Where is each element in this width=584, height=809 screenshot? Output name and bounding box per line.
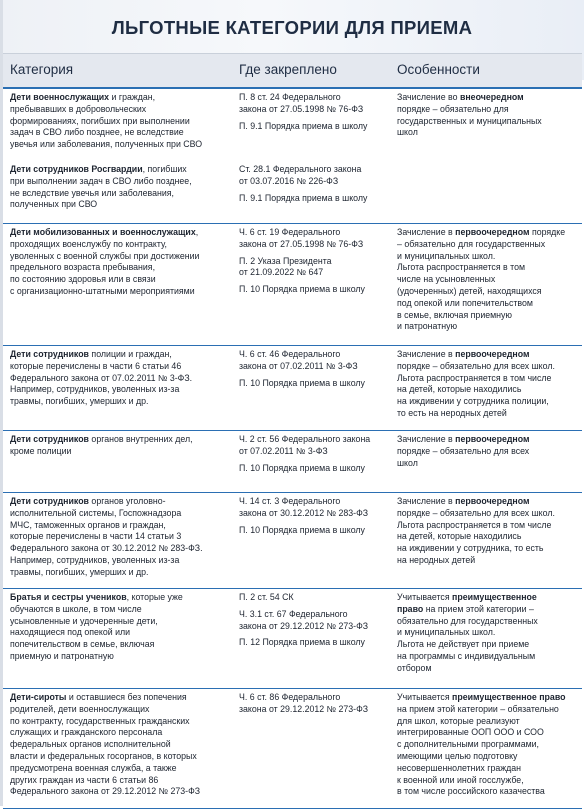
text-line bbox=[397, 531, 579, 543]
text-line bbox=[397, 543, 579, 555]
category-text: Например, сотрудников, уволенных из-за bbox=[10, 384, 180, 395]
text-line bbox=[10, 164, 232, 176]
category-cell bbox=[10, 164, 232, 211]
category-name: Дети сотрудников bbox=[10, 349, 89, 359]
features-text: для школ, которые реализуют bbox=[397, 715, 520, 726]
law-line: Ч. 3.1 ст. 67 Федерального bbox=[239, 608, 348, 619]
law-reference bbox=[239, 609, 394, 633]
text-line bbox=[397, 396, 579, 408]
table-row bbox=[3, 492, 582, 589]
text-line bbox=[10, 786, 232, 798]
features-text: государственных и муниципальных bbox=[397, 115, 542, 126]
table-row bbox=[3, 223, 582, 346]
text-line bbox=[397, 727, 579, 739]
category-text: и оставшиеся без попечения bbox=[66, 692, 187, 702]
text-line bbox=[397, 116, 579, 128]
category-text: уволенных с военной службы при достижении bbox=[10, 250, 200, 261]
category-text: обучаются в школе, в том числе bbox=[10, 603, 142, 614]
table-row bbox=[3, 588, 582, 689]
category-text: по контракту, государственных гражданских bbox=[10, 715, 190, 726]
features-text: на иждивении у сотрудника полиции, bbox=[397, 396, 549, 407]
text-line bbox=[10, 496, 232, 508]
table-header bbox=[3, 53, 582, 89]
category-text: задач в СВО либо позднее, не вследствие bbox=[10, 127, 184, 138]
law-reference bbox=[239, 637, 394, 649]
text-line bbox=[397, 739, 579, 751]
features-text: порядке bbox=[529, 227, 566, 237]
law-reference bbox=[239, 256, 394, 280]
text-line bbox=[10, 639, 232, 651]
category-text: не вследствие увечья или заболевания, bbox=[10, 187, 174, 198]
law-reference bbox=[239, 227, 394, 251]
text-line bbox=[10, 361, 232, 373]
law-line: П. 12 Порядка приема в школу bbox=[239, 637, 365, 648]
features-text: под опекой или попечительством bbox=[397, 297, 533, 308]
features-text: то есть на неродных детей bbox=[397, 407, 507, 418]
features-text: порядке – обязательно для всех школ. bbox=[397, 507, 555, 518]
law-line: П. 2 Указа Президента bbox=[239, 255, 332, 266]
page-title: ЛЬГОТНЫЕ КАТЕГОРИИ ДЛЯ ПРИЕМА bbox=[111, 17, 473, 38]
text-line bbox=[397, 458, 579, 470]
text-line bbox=[10, 373, 232, 385]
features-text: с дополнительными программами, bbox=[397, 739, 540, 750]
text-line bbox=[397, 408, 579, 420]
features-text: в том числе российского казачества bbox=[397, 786, 545, 797]
features-cell bbox=[397, 92, 579, 139]
text-line bbox=[397, 651, 579, 663]
text-line bbox=[10, 251, 232, 263]
text-line bbox=[397, 227, 579, 239]
category-cell bbox=[10, 496, 232, 579]
category-text: с организационно-штатными мероприятиями bbox=[10, 285, 195, 296]
text-line bbox=[397, 239, 579, 251]
features-cell bbox=[397, 434, 579, 469]
text-line bbox=[397, 384, 579, 396]
text-line bbox=[397, 286, 579, 298]
law-line: Ч. 6 ст. 86 Федерального bbox=[239, 692, 341, 702]
features-cell bbox=[397, 496, 579, 567]
features-text: и муниципальных школ. bbox=[397, 250, 496, 261]
features-text: Льгота распространяется в том числе bbox=[397, 372, 552, 383]
category-text: , bbox=[195, 227, 199, 237]
column-header-features: Особенности bbox=[397, 62, 480, 77]
text-line bbox=[10, 227, 232, 239]
text-line bbox=[10, 751, 232, 763]
features-text: Зачисление в bbox=[397, 227, 456, 237]
law-cell bbox=[239, 692, 394, 721]
text-line bbox=[10, 127, 232, 139]
features-text: школ bbox=[397, 457, 418, 468]
features-text: обязательно для государственных bbox=[397, 615, 538, 626]
text-line bbox=[397, 310, 579, 322]
text-line bbox=[10, 274, 232, 286]
emphasis-phrase: право bbox=[397, 603, 424, 614]
features-text: несовершеннолетних граждан bbox=[397, 762, 522, 773]
features-text: на детей, которые находились bbox=[397, 531, 522, 542]
text-line bbox=[397, 763, 579, 775]
features-text: отбором bbox=[397, 662, 432, 673]
text-line bbox=[10, 616, 232, 628]
law-line: П. 10 Порядка приема в школу bbox=[239, 524, 365, 535]
law-reference bbox=[239, 193, 394, 205]
features-text: к военной или иной госслужбе, bbox=[397, 774, 524, 785]
emphasis-phrase: преимущественное право bbox=[452, 692, 566, 702]
features-text: Льгота распространяется в том числе bbox=[397, 519, 552, 530]
law-line: Ч. 2 ст. 56 Федерального закона bbox=[239, 434, 371, 444]
features-text: (удочеренных) детей, находящихся bbox=[397, 285, 542, 296]
text-line bbox=[10, 116, 232, 128]
table-row bbox=[3, 88, 582, 160]
text-line bbox=[10, 199, 232, 211]
features-text: на детей, которые находились bbox=[397, 384, 522, 395]
text-line bbox=[397, 751, 579, 763]
category-cell bbox=[10, 592, 232, 663]
category-text: и граждан, bbox=[109, 92, 156, 102]
text-line bbox=[10, 727, 232, 739]
text-line bbox=[397, 262, 579, 274]
law-line: Ч. 14 ст. 3 Федерального bbox=[239, 496, 341, 506]
text-line bbox=[397, 555, 579, 567]
category-text: , которые уже bbox=[126, 592, 183, 602]
text-line bbox=[397, 274, 579, 286]
features-text: на прием этой категории – обязательно bbox=[397, 703, 559, 714]
category-text: Федерального закона от 07.02.2011 № 3-ФЗ. bbox=[10, 372, 193, 383]
text-line bbox=[10, 704, 232, 716]
law-reference bbox=[239, 121, 394, 133]
text-line bbox=[10, 604, 232, 616]
law-line: П. 2 ст. 54 СК bbox=[239, 592, 294, 602]
law-reference bbox=[239, 525, 394, 537]
category-name: Дети сотрудников bbox=[10, 434, 89, 444]
text-line bbox=[10, 396, 232, 408]
emphasis-phrase: первоочередном bbox=[455, 227, 530, 237]
law-line: закона от 07.02.2011 № 3-ФЗ bbox=[239, 360, 358, 371]
category-name: Братья и сестры учеников bbox=[10, 592, 127, 602]
text-line bbox=[397, 434, 579, 446]
text-line bbox=[10, 775, 232, 787]
law-reference bbox=[239, 463, 394, 475]
category-text: которые перечислены в части 14 статьи 3 bbox=[10, 531, 182, 542]
text-line bbox=[10, 446, 232, 458]
category-text: проходящих военслужбу по контракту, bbox=[10, 238, 167, 249]
text-line bbox=[10, 286, 232, 298]
law-line: от 03.07.2016 № 226-ФЗ bbox=[239, 175, 339, 186]
text-line bbox=[397, 604, 579, 616]
text-line bbox=[10, 692, 232, 704]
text-line bbox=[397, 663, 579, 675]
text-line bbox=[397, 361, 579, 373]
law-line: от 21.09.2022 № 647 bbox=[239, 267, 324, 278]
features-cell bbox=[397, 349, 579, 420]
category-name: Дети мобилизованных и военнослужащих bbox=[10, 227, 196, 237]
category-text: находящиеся под опекой или bbox=[10, 627, 131, 638]
law-cell bbox=[239, 227, 394, 301]
table-row bbox=[3, 160, 582, 224]
features-text: Зачисление в bbox=[397, 349, 456, 359]
features-cell bbox=[397, 227, 579, 333]
law-reference bbox=[239, 349, 394, 373]
features-cell bbox=[397, 592, 579, 675]
text-line bbox=[10, 92, 232, 104]
table-row bbox=[3, 688, 582, 809]
category-text: кроме полиции bbox=[10, 445, 72, 456]
category-cell bbox=[10, 92, 232, 151]
text-line bbox=[10, 239, 232, 251]
category-text: исполнительной системы, Госпожнадзора bbox=[10, 507, 182, 518]
category-text: органов внутренних дел, bbox=[88, 434, 193, 444]
category-cell bbox=[10, 434, 232, 458]
features-text: порядке – обязательно для всех bbox=[397, 445, 530, 456]
category-text: по состоянию здоровья или в связи bbox=[10, 274, 156, 285]
category-text: травмы, погибших, умерших и др. bbox=[10, 566, 149, 577]
features-text: порядке – обязательно для всех школ. bbox=[397, 360, 555, 371]
features-text: и патронатную bbox=[397, 321, 458, 332]
features-text: Льгота не действует при приеме bbox=[397, 639, 530, 650]
category-text: федеральных органов исполнительной bbox=[10, 739, 171, 750]
law-line: закона от 29.12.2012 № 273-ФЗ bbox=[239, 620, 369, 631]
text-line bbox=[10, 139, 232, 151]
features-text: Зачисление во bbox=[397, 92, 460, 102]
emphasis-phrase: первоочередном bbox=[455, 434, 530, 444]
law-reference bbox=[239, 284, 394, 296]
law-line: закона от 27.05.1998 № 76-ФЗ bbox=[239, 238, 364, 249]
category-text: усыновленные и удочеренные дети, bbox=[10, 615, 158, 626]
features-text: Зачисление в bbox=[397, 434, 456, 444]
law-cell bbox=[239, 349, 394, 394]
text-line bbox=[10, 531, 232, 543]
text-line bbox=[397, 92, 579, 104]
text-line bbox=[10, 592, 232, 604]
text-line bbox=[10, 567, 232, 579]
category-text: формированиях, погибших при выполнении bbox=[10, 115, 190, 126]
features-text: Зачисление в bbox=[397, 496, 456, 506]
law-line: от 07.02.2011 № 3-ФЗ bbox=[239, 445, 328, 456]
law-cell bbox=[239, 592, 394, 654]
features-text: Учитывается bbox=[397, 692, 453, 702]
category-name: Дети сотрудников Росгвардии bbox=[10, 164, 143, 174]
category-text: МЧС, таможенных органов и граждан, bbox=[10, 519, 166, 530]
column-header-category: Категория bbox=[10, 62, 74, 77]
law-line: П. 10 Порядка приема в школу bbox=[239, 377, 365, 388]
category-text: попечительством в семье, включая bbox=[10, 639, 155, 650]
features-text: на иждивении у сотрудника, то есть bbox=[397, 543, 544, 554]
emphasis-phrase: преимущественное bbox=[452, 592, 537, 602]
law-reference bbox=[239, 164, 394, 188]
category-text: приемную и патронатную bbox=[10, 650, 114, 661]
text-line bbox=[10, 555, 232, 567]
text-line bbox=[397, 639, 579, 651]
law-line: закона от 27.05.1998 № 76-ФЗ bbox=[239, 103, 364, 114]
text-line bbox=[397, 251, 579, 263]
category-text: власти и федеральных госорганов, в которых bbox=[10, 750, 197, 761]
law-cell bbox=[239, 164, 394, 209]
column-header-law: Где закреплено bbox=[239, 62, 337, 77]
law-reference bbox=[239, 378, 394, 390]
text-line bbox=[397, 446, 579, 458]
law-line: Ч. 6 ст. 19 Федерального bbox=[239, 227, 341, 237]
text-line bbox=[10, 627, 232, 639]
text-line bbox=[10, 384, 232, 396]
text-line bbox=[397, 775, 579, 787]
text-line bbox=[397, 592, 579, 604]
law-reference bbox=[239, 496, 394, 520]
features-text: в семье, включая приемную bbox=[397, 309, 513, 320]
category-text: , погибших bbox=[142, 164, 187, 174]
table-row bbox=[3, 430, 582, 493]
text-line bbox=[397, 298, 579, 310]
text-line bbox=[10, 651, 232, 663]
text-line bbox=[397, 349, 579, 361]
features-text: интегрированные ООП ООО и СОО bbox=[397, 727, 544, 738]
category-text: которые перечислены в части 6 статьи 46 bbox=[10, 360, 182, 371]
text-line bbox=[397, 373, 579, 385]
law-reference bbox=[239, 692, 394, 716]
features-cell bbox=[397, 692, 579, 798]
features-text: Учитывается bbox=[397, 592, 453, 602]
law-line: П. 9.1 Порядка приема в школу bbox=[239, 192, 368, 203]
category-name: Дети военнослужащих bbox=[10, 92, 110, 102]
category-text: Федерального закона от 29.12.2012 № 273-ФЗ bbox=[10, 786, 201, 797]
category-text: полученных при СВО bbox=[10, 199, 98, 210]
category-name: Дети сотрудников bbox=[10, 496, 89, 506]
category-text: предельного возраста пребывания, bbox=[10, 262, 156, 273]
text-line bbox=[397, 520, 579, 532]
text-line bbox=[10, 508, 232, 520]
category-text: органов уголовно- bbox=[88, 496, 166, 506]
text-line bbox=[397, 496, 579, 508]
law-line: закона от 30.12.2012 № 283-ФЗ bbox=[239, 507, 369, 518]
category-text: других граждан из части 6 статьи 86 bbox=[10, 774, 159, 785]
category-cell bbox=[10, 227, 232, 298]
text-line bbox=[397, 692, 579, 704]
text-line bbox=[10, 739, 232, 751]
category-cell bbox=[10, 349, 232, 408]
emphasis-phrase: внеочередном bbox=[459, 92, 524, 102]
text-line bbox=[10, 763, 232, 775]
emphasis-phrase: первоочередном bbox=[455, 349, 530, 359]
text-line bbox=[10, 176, 232, 188]
text-line bbox=[397, 104, 579, 116]
law-line: Ст. 28.1 Федерального закона bbox=[239, 164, 362, 174]
category-text: служащих и гражданского персонала bbox=[10, 727, 163, 738]
text-line bbox=[397, 616, 579, 628]
category-text: предусмотрена военная служба, а также bbox=[10, 762, 177, 773]
law-reference bbox=[239, 92, 394, 116]
text-line bbox=[397, 716, 579, 728]
text-line bbox=[10, 349, 232, 361]
text-line bbox=[397, 786, 579, 798]
features-text: школ bbox=[397, 127, 418, 138]
features-text: на программы с индивидуальным bbox=[397, 650, 536, 661]
category-text: полиции и граждан, bbox=[88, 349, 172, 359]
law-line: Ч. 6 ст. 46 Федерального bbox=[239, 349, 341, 359]
category-text: Федерального закона от 30.12.2012 № 283-ФЗ. bbox=[10, 543, 203, 554]
law-line: П. 10 Порядка приема в школу bbox=[239, 284, 365, 295]
law-line: П. 8 ст. 24 Федерального bbox=[239, 92, 341, 102]
text-line bbox=[397, 508, 579, 520]
features-text: числе на усыновленных bbox=[397, 274, 496, 285]
category-text: Например, сотрудников, уволенных из-за bbox=[10, 554, 180, 565]
category-text: пребывавших в добровольческих bbox=[10, 103, 147, 114]
text-line bbox=[397, 627, 579, 639]
law-line: закона от 29.12.2012 № 273-ФЗ bbox=[239, 703, 369, 714]
text-line bbox=[397, 704, 579, 716]
text-line bbox=[10, 262, 232, 274]
text-line bbox=[10, 543, 232, 555]
features-text: и муниципальных школ. bbox=[397, 627, 496, 638]
law-cell bbox=[239, 496, 394, 541]
law-line: П. 10 Порядка приема в школу bbox=[239, 462, 365, 473]
law-line: П. 9.1 Порядка приема в школу bbox=[239, 120, 368, 131]
table-row bbox=[3, 345, 582, 431]
text-line bbox=[10, 520, 232, 532]
law-cell bbox=[239, 434, 394, 479]
category-text: травмы, погибших, умерших и др. bbox=[10, 396, 149, 407]
text-line bbox=[10, 434, 232, 446]
emphasis-phrase: первоочередном bbox=[455, 496, 530, 506]
category-text: при выполнении задач в СВО либо позднее, bbox=[10, 175, 192, 186]
features-text: – обязательно для государственных bbox=[397, 238, 546, 249]
features-text: порядке – обязательно для bbox=[397, 103, 509, 114]
text-line bbox=[10, 188, 232, 200]
category-cell bbox=[10, 692, 232, 798]
law-reference bbox=[239, 434, 394, 458]
features-text: на неродных детей bbox=[397, 554, 476, 565]
text-line bbox=[10, 716, 232, 728]
category-text: родителей, дети военнослужащих bbox=[10, 703, 150, 714]
category-text: увечья или заболевания, полученных при СВО bbox=[10, 139, 203, 150]
text-line bbox=[10, 104, 232, 116]
category-name: Дети-сироты bbox=[10, 692, 67, 702]
law-reference bbox=[239, 592, 394, 604]
law-cell bbox=[239, 92, 394, 137]
features-text: на прием этой категории – bbox=[423, 603, 534, 614]
features-text: имеющими целью подготовку bbox=[397, 750, 518, 761]
text-line bbox=[397, 127, 579, 139]
text-line bbox=[397, 321, 579, 333]
features-text: Льгота распространяется в том bbox=[397, 262, 526, 273]
